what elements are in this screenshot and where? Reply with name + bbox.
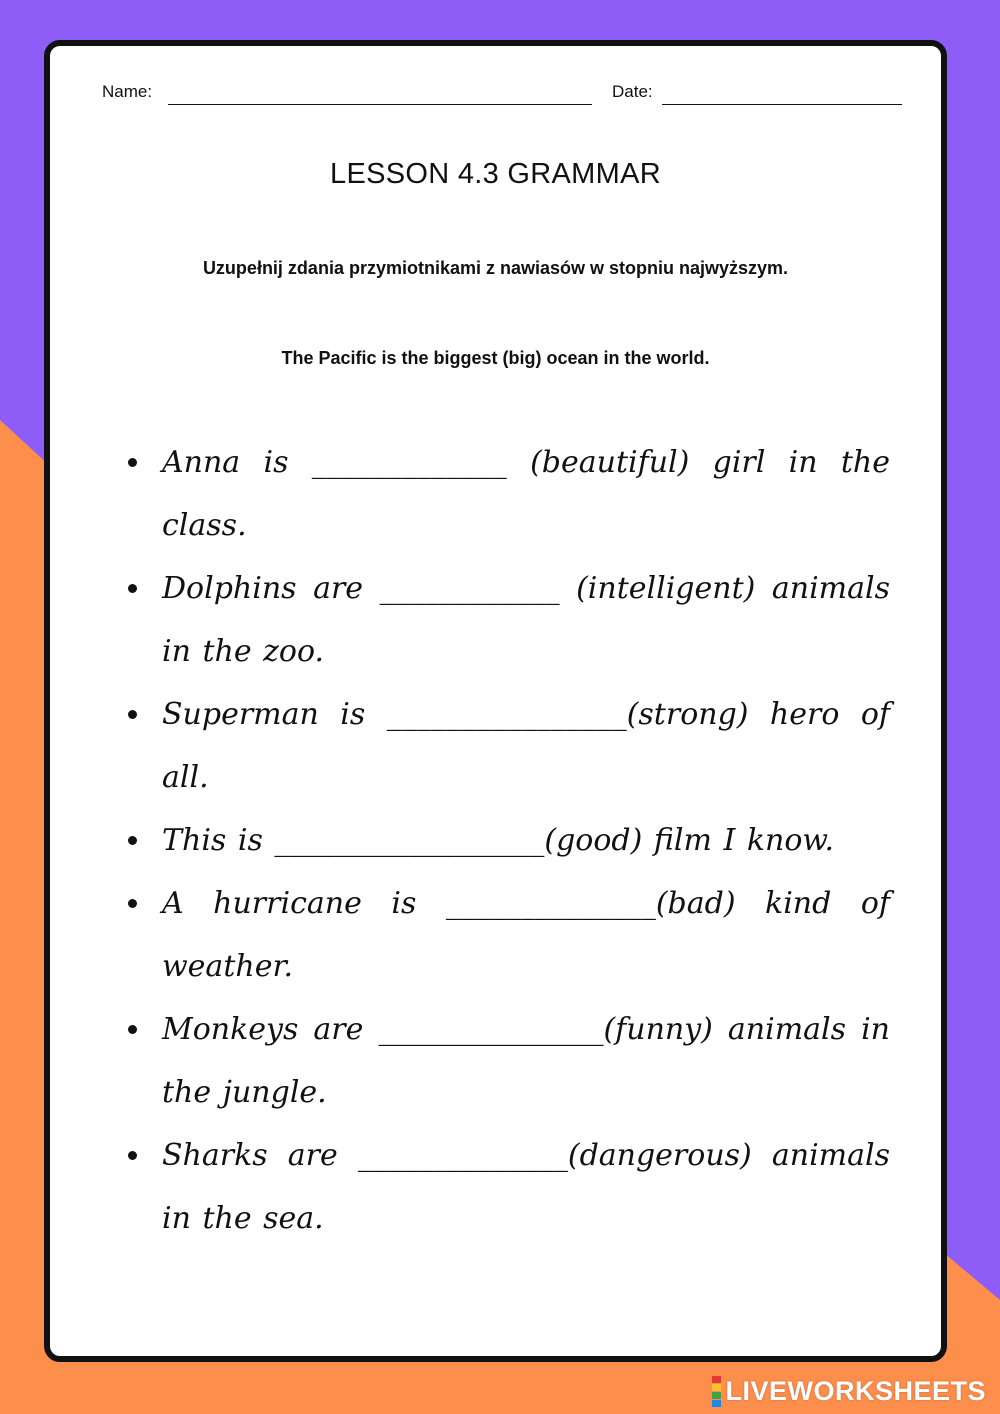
- bullet-icon: [128, 584, 137, 593]
- instruction-text: Uzupełnij zdania przymiotnikami z nawiasów w stopniu najwyższym.: [202, 258, 789, 278]
- exercise-list: [162, 431, 890, 1250]
- exercise-item: [162, 1124, 890, 1250]
- bullet-icon: [128, 710, 137, 719]
- exercise-text: A hurricane is ______________(bad) kind of weather.: [162, 886, 890, 984]
- exercise-text: Dolphins are ____________ (intelligent) animals in the zoo.: [162, 571, 890, 669]
- name-field[interactable]: [168, 104, 592, 105]
- bullet-icon: [128, 458, 137, 467]
- name-label: Name:: [102, 82, 153, 101]
- exercise-text: Sharks are ______________(dangerous) animals in the sea.: [162, 1138, 890, 1236]
- exercise-item: [162, 998, 890, 1124]
- exercise-item: [162, 872, 890, 998]
- exercise-item: [162, 809, 890, 872]
- exercise-text: Anna is _____________ (beautiful) girl in the class.: [162, 445, 890, 543]
- page-title: LESSON 4.3 GRAMMAR: [330, 158, 661, 190]
- liveworksheets-logo-icon: [712, 1375, 721, 1407]
- date-label: Date:: [612, 82, 653, 101]
- worksheet-page: [44, 40, 947, 1362]
- exercise-text: This is __________________(good) film I know.: [162, 823, 835, 858]
- bullet-icon: [128, 836, 137, 845]
- bullet-icon: [128, 1025, 137, 1034]
- bullet-icon: [128, 899, 137, 908]
- exercise-item: [162, 431, 890, 557]
- liveworksheets-logo[interactable]: [712, 1376, 986, 1406]
- exercise-text: Monkeys are _______________(funny) animals in the jungle.: [162, 1012, 890, 1110]
- exercise-text: Superman is ________________(strong) hero of all.: [162, 697, 890, 795]
- exercise-item: [162, 557, 890, 683]
- date-field[interactable]: [662, 104, 902, 105]
- logo-text: LIVEWORKSHEETS: [725, 1375, 986, 1406]
- example-sentence: The Pacific is the biggest (big) ocean in the world.: [281, 348, 710, 368]
- exercise-item: [162, 683, 890, 809]
- bullet-icon: [128, 1151, 137, 1160]
- header-row: [102, 82, 902, 108]
